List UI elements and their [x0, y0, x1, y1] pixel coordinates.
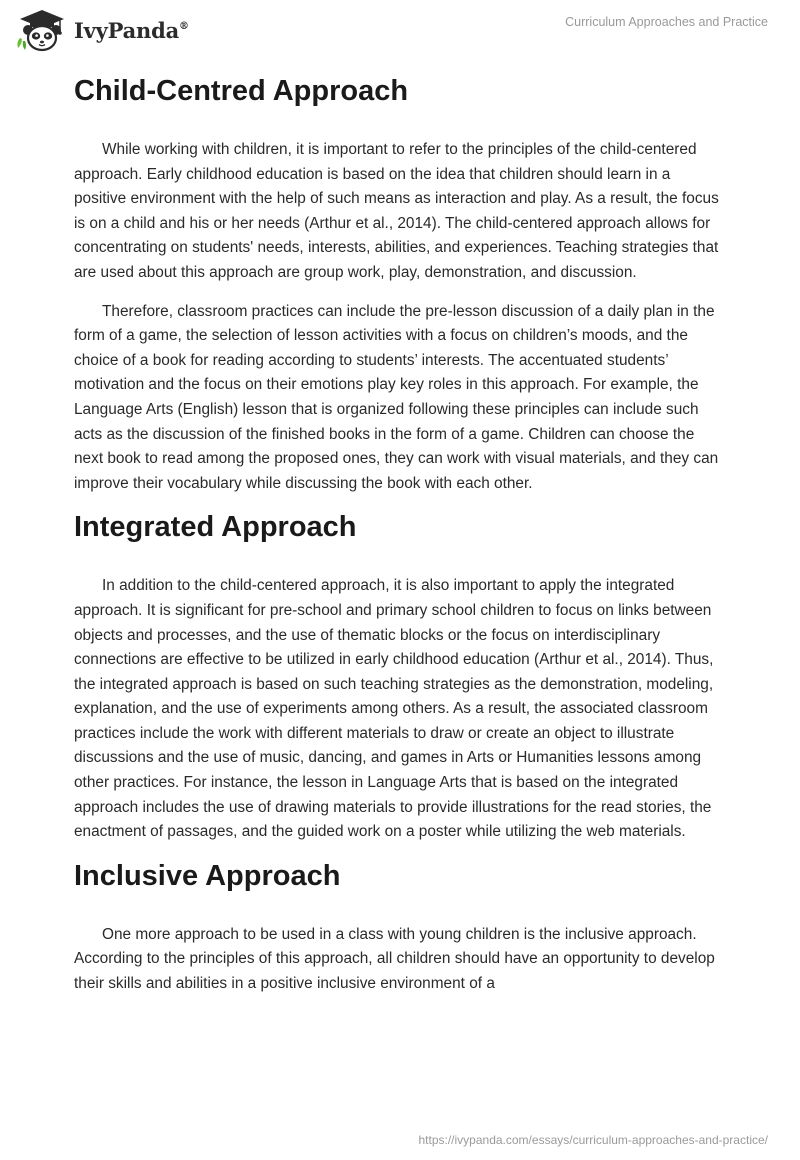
page-header [0, 0, 800, 60]
paragraph: While working with children, it is important to refer to the principles of the child-centered approach. Early childhood education is based on the idea that children should learn in a positive environment with the help of such means as interaction and play. As a result, the focus is on a child and his or her needs (Arthur et al., 2014). The child-centered approach allows for concentrating on students' needs, interests, abilities, and experiences. Teaching strategies that are used about this approach are group work, play, demonstration, and discussion. [74, 141, 719, 281]
panda-graduate-icon [16, 8, 68, 52]
section-heading-inclusive: Inclusive Approach [74, 859, 341, 892]
brand-name: IvyPanda® [74, 17, 189, 43]
paragraph: One more approach to be used in a class with young children is the inclusive approach. According to the principles of this approach, all children should have an opportunity to develop their skills and abilities in a positive inclusive environment of a [74, 925, 715, 993]
section-heading-child-centred: Child-Centred Approach [74, 75, 409, 107]
article-body [74, 70, 726, 997]
brand-logo[interactable] [16, 8, 189, 52]
source-url[interactable]: https://ivypanda.com/essays/curriculum-approaches-and-practice/ [418, 1133, 768, 1147]
paragraph: Therefore, classroom practices can include the pre-lesson discussion of a daily plan in the form of a game, the selection of lesson activities with a focus on children’s moods, and the choice of a book for reading according to students’ interests. The accentuated students’ motivation and the focus on their emotions play key roles in this approach. For example, the Language Arts (English) lesson that is organized following these principles can include such acts as the discussion of the finished books in the form of a game. Children can choose the next book to read among the proposed ones, they can work with visual materials, and they can improve their vocabulary while discussing the book with each other. [74, 302, 719, 492]
document-title: Curriculum Approaches and Practice [565, 15, 768, 29]
paragraph: In addition to the child-centered approach, it is also important to apply the integrated approach. It is significant for pre-school and primary school children to focus on links between objects and processes, and the use of thematic blocks or the focus on interdisciplinary connections are effective to be utilized in early childhood education (Arthur et al., 2014). Thus, the integrated approach is based on such teaching strategies as the demonstration, modeling, explanation, and the use of experiments among others. As a result, the associated classroom practices include the work with different materials to draw or create an object to illustrate discussions and the use of music, dancing, and games in Arts or Humanities lessons among other practices. For instance, the lesson in Language Arts that is based on the integrated approach includes the use of drawing materials to provide illustrations for the read stories, the enactment of passages, and the guided work on a poster while utilizing the web materials. [74, 577, 714, 841]
section-heading-integrated: Integrated Approach [74, 511, 357, 544]
